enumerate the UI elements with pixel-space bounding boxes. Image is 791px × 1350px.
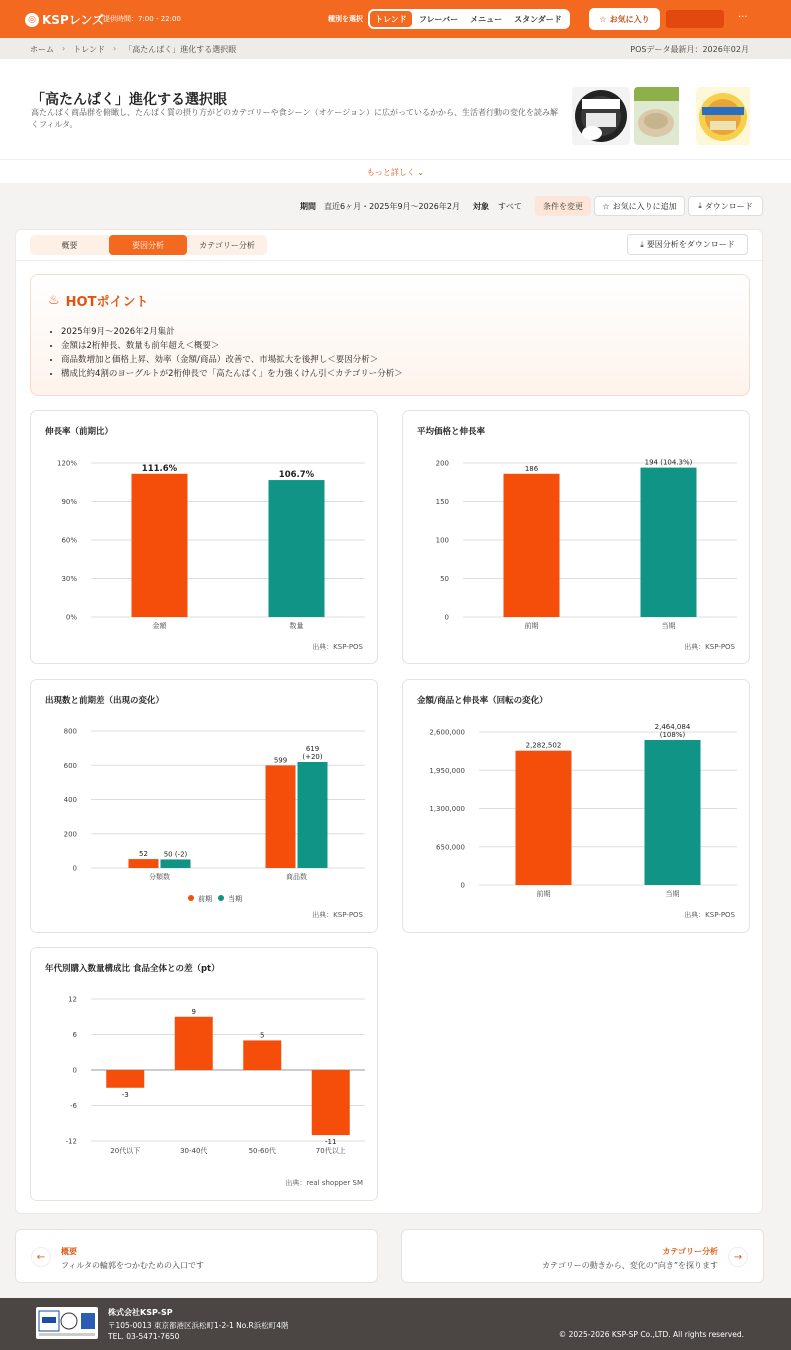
data-label: -11 [325,1138,337,1147]
hero-section [0,59,791,159]
next-page-title: カテゴリー分析 [662,1247,718,1256]
type-segment [368,9,570,29]
hot-point-item: • 金額は2桁伸長、数量も前年超え＜概要＞ [61,339,403,353]
download-icon: ⤓ [698,201,702,210]
data-label: 599 [273,756,288,765]
arrow-right-icon: → [728,1247,748,1267]
data-label: (108%) [659,730,686,739]
data-label: 106.7% [278,470,315,481]
bar [269,480,325,617]
hot-point-item: • 構成比約4割のヨーグルトが2桁伸長で「高たんぱく」を力強くけん引＜カテゴリー分析＞ [61,367,403,381]
x-tick-label: 前期 [536,890,551,898]
bar [243,1040,281,1070]
change-condition-label: 条件を変更 [543,201,583,211]
analysis-panel [15,229,763,1214]
period-value: 直近6ヶ月・2025年9月〜2026年2月 [324,202,460,211]
data-label: 52 [139,850,148,859]
bar-前期 [266,765,296,868]
bar [641,468,697,617]
ksp-logo[interactable] [25,11,104,28]
analysis-tabs [30,235,267,255]
chart-card-growth-rate [30,410,378,664]
y-tick-label: 400 [63,796,77,804]
chart-card-sales-per-item [402,679,750,933]
y-tick-label: 1,300,000 [429,805,465,813]
x-tick-label: 商品数 [286,873,307,881]
y-tick-label: -12 [65,1137,77,1146]
change-condition-button[interactable] [535,196,591,216]
add-favorite-button[interactable] [594,196,685,216]
data-label: -3 [121,1090,129,1099]
show-more-toggle[interactable] [0,159,791,183]
legend-swatch [218,895,224,901]
y-tick-label: -6 [70,1102,77,1110]
data-label: (+20) [302,752,323,761]
flame-icon: ♨ [48,293,60,308]
site-footer [0,1298,791,1350]
logo-mark-icon: ◎ [25,13,39,27]
y-tick-label: 12 [68,995,77,1004]
chart-title: 出現数と前期差（出現の変化） [45,696,165,706]
hot-points-list [61,325,403,381]
add-favorite-label: お気に入りに追加 [612,201,677,211]
legend-swatch [188,895,194,901]
y-tick-label: 60% [61,536,77,545]
more-menu-icon[interactable]: ··· [738,12,748,23]
y-tick-label: 650,000 [436,843,465,852]
y-tick-label: 120% [56,459,77,468]
y-tick-label: 2,600,000 [429,728,465,737]
y-tick-label: 90% [61,498,77,506]
bar [132,474,188,617]
y-tick-label: 0 [460,881,465,890]
favorites-label: お気に入り [609,14,650,24]
data-label: 5 [260,1031,265,1040]
hot-points-title [48,291,148,310]
avg-price-chart [403,411,751,665]
y-tick-label: 0 [72,864,77,873]
x-tick-label: 分類数 [149,873,170,881]
chart-card-avg-price [402,410,750,664]
tab-factor-analysis[interactable]: 要因分析 [109,235,187,255]
x-tick-label: 前期 [524,622,539,630]
x-tick-label: 金額 [152,622,167,630]
next-page-card[interactable] [401,1229,764,1283]
product-image-yogurt [572,87,630,145]
data-label: 186 [524,464,539,473]
x-tick-label: 当期 [665,890,680,898]
data-label: 9 [191,1007,196,1016]
hot-title-text: HOTポイント [65,295,149,310]
y-tick-label: 100 [435,536,449,545]
breadcrumb [30,44,236,55]
legend-label: 前期 [198,895,212,903]
hot-point-item: • 2025年9月〜2026年2月集計 [61,325,403,339]
hot-point-item: • 商品数増加と価格上昇、効率（金額/商品）改善で、市場拡大を後押し＜要因分析＞ [61,353,403,367]
star-icon: ☆ [599,14,607,24]
growth-rate-chart [31,411,379,665]
chart-card-age-composition [30,947,378,1201]
condition-bar [0,195,791,217]
next-page-desc: カテゴリーの動きから、変化の“向き”を探ります [542,1261,718,1270]
bar [312,1070,350,1135]
bar [645,740,701,885]
appearance-chart [31,680,379,934]
factor-download-label: 要因分析をダウンロード [646,240,735,249]
chevron-down-icon: ⌄ [417,168,425,177]
y-tick-label: 1,950,000 [429,766,465,775]
type-tab-trend[interactable]: トレンド [370,11,412,27]
type-tab-menu[interactable]: メニュー [470,14,503,24]
type-tab-flavor[interactable]: フレーバー [418,14,459,24]
bar [516,751,572,885]
type-tab-standard[interactable]: スタンダード [514,14,562,24]
footer-tel: TEL. 03-5471-7650 [108,1332,180,1341]
chart-source: 出典：KSP-POS [312,643,363,651]
page-description: 高たんぱく商品群を俯瞰し、たんぱく質の摂り方がどのカテゴリーや食シーン（オケージョン）に広がっているかから、生活者行動の変化を読み解くフィルタ。 [31,108,559,129]
y-tick-label: 0 [444,613,449,622]
period-label: 期間 [300,202,316,211]
show-more-label: もっと詳しく [366,168,415,177]
product-images [572,87,754,145]
product-image-gratin [696,87,754,145]
breadcrumb-trend[interactable]: トレンド [73,45,106,54]
footer-company: 株式会社KSP-SP [108,1308,173,1317]
x-tick-label: 20代以下 [110,1147,141,1155]
service-hours: 提供時間：7:00 - 22:00 [103,15,181,23]
certification-logos [36,1307,98,1339]
breadcrumb-bar [0,38,791,59]
breadcrumb-home[interactable]: ホーム [30,45,54,54]
y-tick-label: 200 [435,459,449,468]
chart-title: 平均価格と伸長率 [417,427,486,437]
pos-data-date: POSデータ最新月：2026年02月 [630,45,749,54]
bar [175,1017,213,1070]
x-tick-label: 70代以上 [315,1147,346,1155]
bar-当期 [161,859,191,868]
bar [504,474,560,617]
bar [106,1070,144,1088]
breadcrumb-current: 「高たんぱく」進化する選択眼 [124,45,237,54]
sales-per-item-chart [403,680,751,934]
data-label: 194 (104.3%) [644,458,693,467]
chart-card-appearance [30,679,378,933]
download-button[interactable] [688,196,763,216]
tab-divider [16,260,764,261]
legend-label: 当期 [228,895,242,903]
footer-address: 〒105-0013 東京都港区浜松町1-2-1 No.R浜松町4階 [108,1321,289,1330]
prev-page-desc: フィルタの輪郭をつかむための入口です [61,1261,205,1270]
x-tick-label: 数量 [289,622,304,630]
favorites-button[interactable] [589,8,660,30]
x-tick-label: 30-40代 [180,1147,208,1155]
data-label: 2,464,084 [654,722,691,731]
chart-source: 出典：KSP-POS [684,911,735,919]
logo-text: KSPレンズ [42,13,105,27]
y-tick-label: 6 [72,1031,77,1039]
tab-overview[interactable]: 概要 [61,240,78,250]
star-icon: ☆ [602,201,610,211]
product-image-chicken [634,87,692,145]
y-tick-label: 600 [63,761,77,770]
user-account-chip[interactable] [666,10,724,28]
data-label: 619 [305,744,320,753]
chart-title: 年代別購入数量構成比 食品全体との差（pt） [45,964,220,974]
chart-title: 伸長率（前期比） [45,427,114,437]
chevron-right-icon: › [113,44,117,53]
prev-page-card[interactable] [15,1229,378,1283]
footer-copyright: © 2025-2026 KSP-SP Co.,LTD. All rights reserved. [558,1330,744,1339]
hot-points-box [30,274,750,396]
y-tick-label: 30% [61,575,77,583]
age-composition-chart [31,948,379,1202]
y-tick-label: 0% [65,613,77,622]
chart-source: 出典：KSP-POS [684,643,735,651]
x-tick-label: 50-60代 [248,1147,276,1155]
download-label: ダウンロード [704,201,753,211]
y-tick-label: 800 [63,727,77,736]
top-header [0,0,791,38]
data-label: 50 (-2) [163,850,188,859]
prev-page-title: 概要 [61,1247,77,1256]
y-tick-label: 150 [435,498,449,506]
page-title: 「高たんぱく」進化する選択眼 [31,92,227,108]
y-tick-label: 200 [63,830,77,839]
chart-title: 金額/商品と伸長率（回転の変化） [417,696,548,706]
data-label: 111.6% [141,463,178,474]
bar-前期 [129,859,159,868]
download-icon: ⤓ [640,239,644,249]
type-select-label: 種別を選択 [328,15,363,23]
factor-download-button[interactable] [627,234,748,255]
data-label: 2,282,502 [525,741,562,750]
target-label: 対象 [473,202,489,211]
y-tick-label: 50 [440,575,449,583]
target-value: すべて [498,202,522,211]
bar-当期 [298,762,328,868]
chevron-right-icon: › [62,44,66,53]
chart-source: 出典：KSP-POS [312,911,363,919]
chart-source: 出典：real shopper SM [285,1179,363,1187]
tab-category-analysis[interactable]: カテゴリー分析 [199,240,255,250]
y-tick-label: 0 [72,1066,77,1075]
arrow-left-icon: ← [31,1247,51,1267]
x-tick-label: 当期 [661,622,676,630]
